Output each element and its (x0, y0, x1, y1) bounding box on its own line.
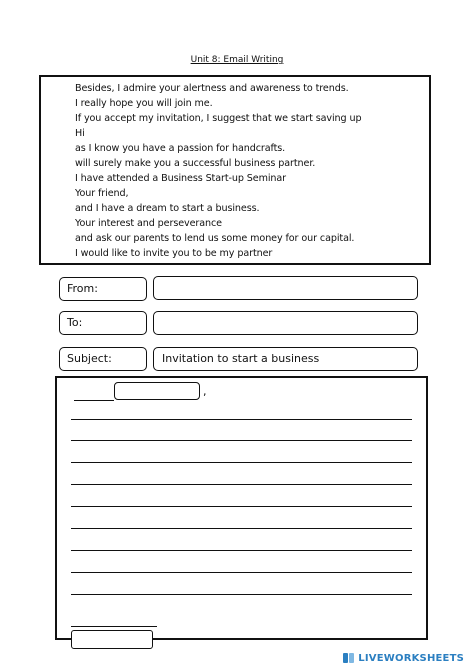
word-bank-item[interactable]: If you accept my invitation, I suggest that we start saving up (75, 113, 362, 124)
word-bank-item[interactable]: I really hope you will join me. (75, 98, 213, 109)
word-bank-item[interactable]: Hi (75, 128, 85, 139)
writing-line (71, 419, 412, 420)
letter-body-box (55, 376, 428, 640)
from-label: From: (59, 277, 147, 301)
subject-label: Subject: (59, 347, 147, 371)
word-bank-item[interactable]: will surely make you a successful business partner. (75, 158, 316, 169)
word-bank-item[interactable]: I have attended a Business Start-up Seminar (75, 173, 286, 184)
signature-input[interactable] (71, 630, 153, 649)
greeting-input[interactable] (114, 382, 200, 400)
word-bank-box (39, 75, 431, 265)
writing-line (71, 462, 412, 463)
liveworksheets-logo (343, 650, 464, 666)
writing-line (71, 506, 412, 507)
writing-line (71, 484, 412, 485)
liveworksheets-logo-icon (343, 652, 355, 664)
writing-line (71, 528, 412, 529)
word-bank-item[interactable]: Your friend, (75, 188, 129, 199)
writing-line (71, 440, 412, 441)
greeting-underline (74, 400, 114, 401)
to-field[interactable] (153, 311, 418, 335)
page-title: Unit 8: Email Writing (190, 55, 284, 65)
word-bank-item[interactable]: and ask our parents to lend us some money for our capital. (75, 233, 355, 244)
writing-line (71, 550, 412, 551)
subject-field[interactable]: Invitation to start a business (153, 347, 418, 371)
from-field[interactable] (153, 276, 418, 300)
word-bank-item[interactable]: Your interest and perseverance (75, 218, 222, 229)
writing-line (71, 572, 412, 573)
signature-line (71, 626, 157, 627)
word-bank-item[interactable]: Besides, I admire your alertness and awareness to trends. (75, 83, 349, 94)
writing-line (71, 594, 412, 595)
to-label: To: (59, 311, 147, 335)
word-bank-item[interactable]: and I have a dream to start a business. (75, 203, 260, 214)
word-bank-item[interactable]: I would like to invite you to be my partner (75, 248, 273, 259)
word-bank-item[interactable]: as I know you have a passion for handcrafts. (75, 143, 286, 154)
liveworksheets-brand: LIVEWORKSHEETS (358, 652, 464, 664)
greeting-comma: , (203, 385, 207, 398)
